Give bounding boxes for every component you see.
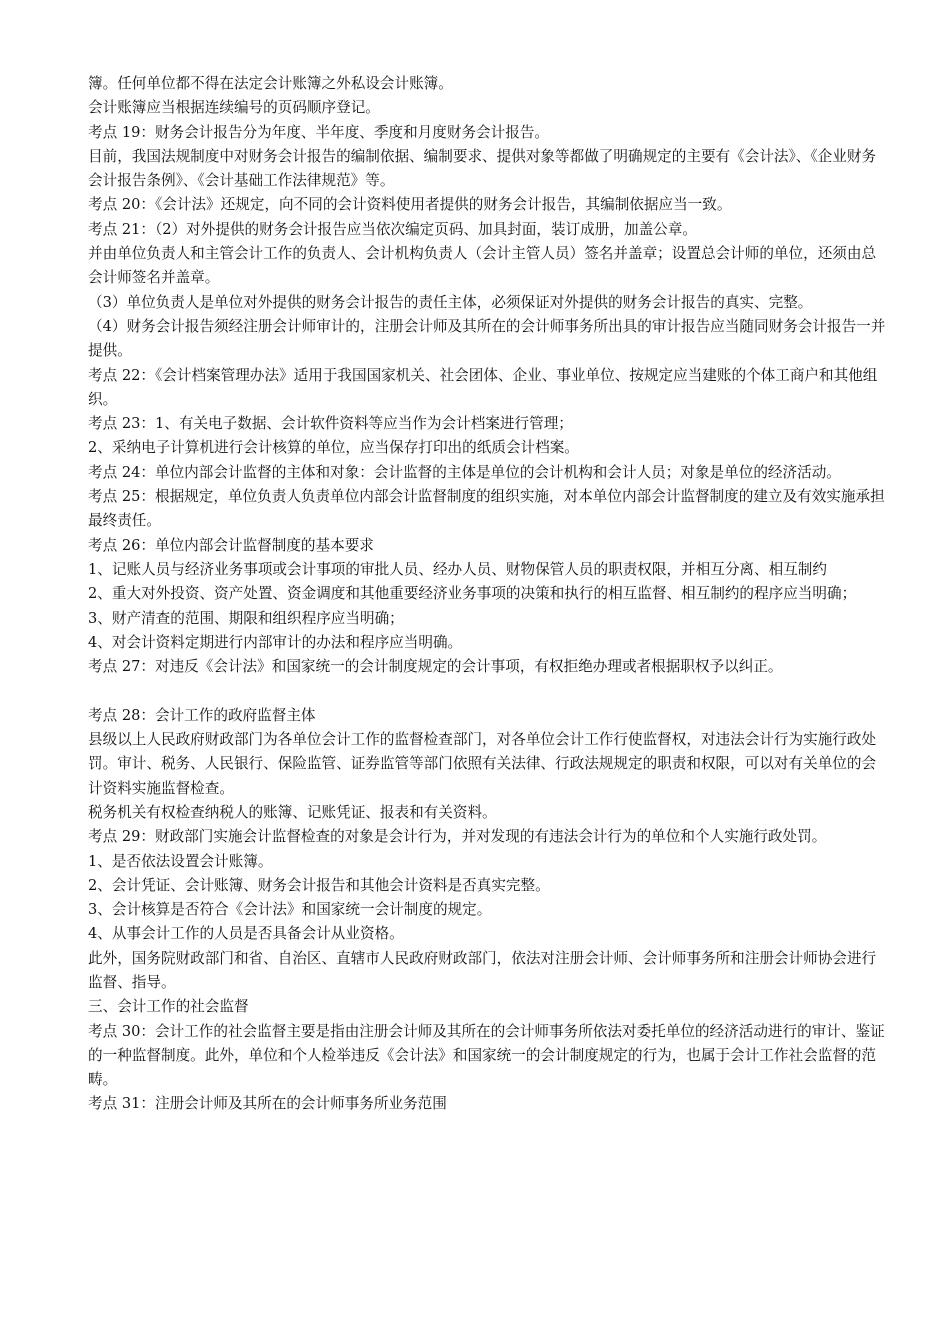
text-line: （3）单位负责人是单位对外提供的财务会计报告的责任主体，必须保证对外提供的财务会计报告的真实、完整。 [88,293,813,311]
exam-point-27: 考点 27：对违反《会计法》和国家统一的会计制度规定的会计事项，有权拒绝办理或者根据职权予以纠正。 [88,658,783,676]
exam-point-20: 考点 20：《会计法》还规定，向不同的会计资料使用者提供的财务会计报告，其编制依据应当一致。 [88,196,732,214]
exam-point-25: 考点 25：根据规定，单位负责人负责单位内部会计监督制度的组织实施，对本单位内部会计监督制度的建立及有效实施承担最终责任。 [88,488,885,530]
list-item: 2、会计凭证、会计账簿、财务会计报告和其他会计资料是否真实完整。 [88,876,550,894]
blank-line [88,679,888,703]
exam-point-30: 考点 30：会计工作的社会监督主要是指由注册会计师及其所在的会计师事务所依法对委托单位的经济活动进行的审计、鉴证的一种监督制度。此外，单位和个人检举违反《会计法》和国家统一的会计制度规定的行为，也属于会计工作社会监督的范畴。 [88,1022,885,1089]
exam-point-19: 考点 19：财务会计报告分为年度、半年度、季度和月度财务会计报告。 [88,123,550,141]
text-line: 税务机关有权检查纳税人的账簿、记账凭证、报表和有关资料。 [88,803,497,821]
list-item: 3、会计核算是否符合《会计法》和国家统一会计制度的规定。 [88,901,492,919]
document-page [88,72,888,1117]
text-line: 目前，我国法规制度中对财务会计报告的编制依据、编制要求、提供对象等都做了明确规定的主要有《会计法》、《企业财务会计报告条例》、《会计基础工作法律规范》等。 [88,147,877,190]
exam-point-23: 考点 23：1、有关电子数据、会计软件资料等应当作为会计档案进行管理； [88,415,573,433]
list-item: 1、是否依法设置会计账簿。 [88,852,273,870]
text-line: 此外，国务院财政部门和省、自治区、直辖市人民政府财政部门，依法对注册会计师、会计师事务所和注册会计师协会进行监督、指导。 [88,949,877,991]
exam-point-28: 考点 28：会计工作的政府监督主体 [88,706,316,724]
exam-point-22: 考点 22：《会计档案管理办法》适用于我国国家机关、社会团体、企业、事业单位、按规定应当建账的个体工商户和其他组织。 [88,366,878,408]
exam-point-21: 考点 21：（2）对外提供的财务会计报告应当依次编定页码、加具封面，装订成册，加盖公章。 [88,220,697,238]
text-line: 簿。任何单位都不得在法定会计账簿之外私设会计账簿。 [88,75,453,92]
section-heading: 三、会计工作的社会监督 [88,998,249,1016]
exam-point-29: 考点 29：财政部门实施会计监督检查的对象是会计行为，并对发现的有违法会计行为的单位和个人实施行政处罚。 [88,828,827,846]
exam-point-24: 考点 24：单位内部会计监督的主体和对象：会计监督的主体是单位的会计机构和会计人员；对象是单位的经济活动。 [88,463,841,481]
text-line: （4）财务会计报告须经注册会计师审计的，注册会计师及其所在的会计师事务所出具的审计报告应当随同财务会计报告一并提供。 [88,317,886,360]
text-line: 县级以上人民政府财政部门为各单位会计工作的监督检查部门，对各单位会计工作行使监督权，对违法会计行为实施行政处罚。审计、税务、人民银行、保险监管、证券监管等部门依照有关法律、行政法规规定的职责和权限，可以对有关单位的会计资料实施监督检查。 [88,731,877,797]
exam-point-26: 考点 26：单位内部会计监督制度的基本要求 [88,536,374,554]
list-item: 3、财产清查的范围、期限和组织程序应当明确； [88,609,404,627]
list-item: 4、从事会计工作的人员是否具备会计从业资格。 [88,925,404,943]
list-item: 4、对会计资料定期进行内部审计的办法和程序应当明确。 [88,633,463,651]
text-line: 并由单位负责人和主管会计工作的负责人、会计机构负责人（会计主管人员）签名并盖章；设置总会计师的单位，还须由总会计师签名并盖章。 [88,245,877,287]
text-line: 会计账簿应当根据连续编号的页码顺序登记。 [88,99,380,117]
text-line: 2、采纳电子计算机进行会计核算的单位，应当保存打印出的纸质会计档案。 [88,439,579,457]
exam-point-31: 考点 31：注册会计师及其所在的会计师事务所业务范围 [88,1095,447,1113]
list-item: 2、重大对外投资、资产处置、资金调度和其他重要经济业务事项的决策和执行的相互监督、相互制约的程序应当明确； [88,585,857,603]
list-item: 1、记账人员与经济业务事项或会计事项的审批人员、经办人员、财物保管人员的职责权限，并相互分离、相互制约 [88,560,827,578]
